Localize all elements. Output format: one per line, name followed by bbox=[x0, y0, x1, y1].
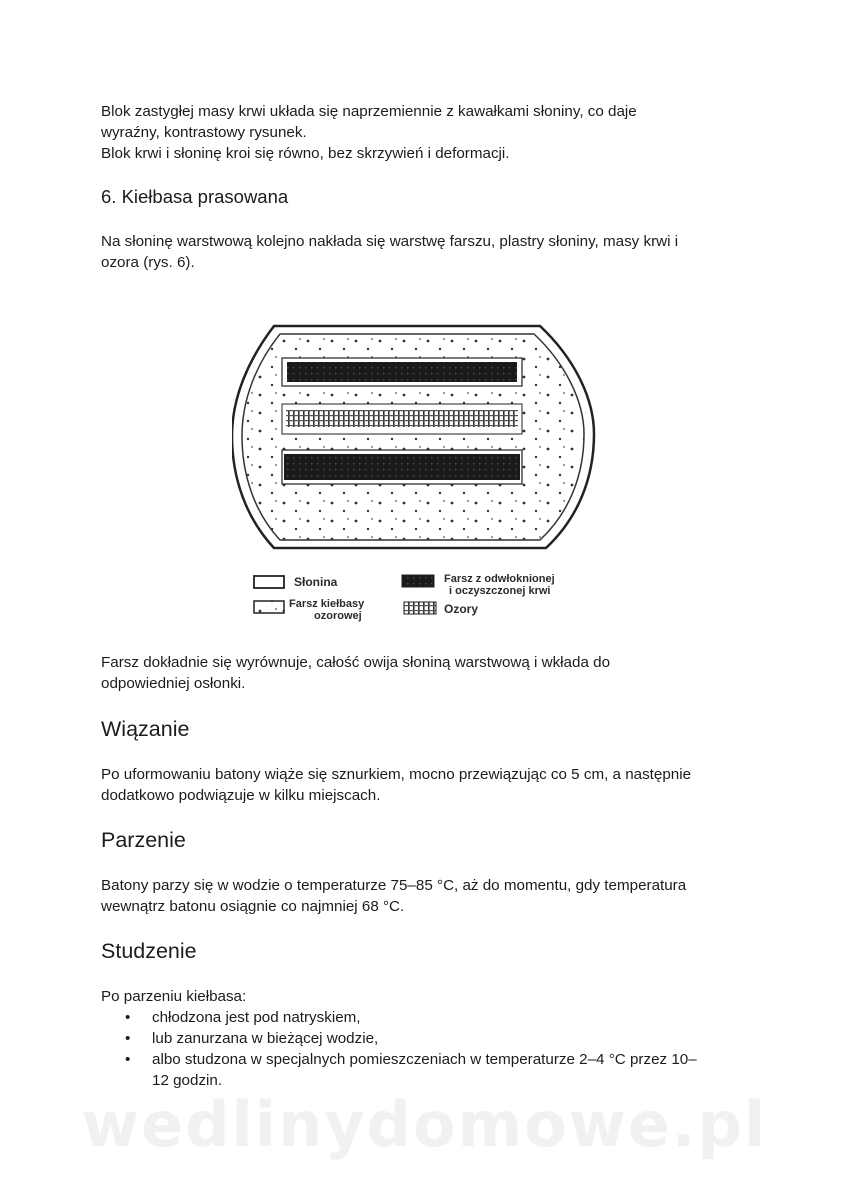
paragraph-tying bbox=[101, 764, 751, 806]
text-line: wewnątrz batonu osiągnie co najmniej 68 °C. bbox=[101, 898, 405, 915]
text-line: wyraźny, kontrastowy rysunek. bbox=[101, 124, 307, 141]
legend-label-farsz-kielbasy-2: ozorowej bbox=[314, 610, 362, 622]
legend-label-farsz-krew-2: i oczyszczonej krwi bbox=[449, 585, 551, 597]
legend-swatch-farsz-kielbasy bbox=[254, 601, 284, 613]
legend-swatch-slonina bbox=[254, 576, 284, 588]
legend-label-farsz-kielbasy-1: Farsz kiełbasy bbox=[289, 598, 365, 610]
legend-swatch-ozory bbox=[404, 602, 436, 614]
blood-layer-top-fill bbox=[287, 362, 517, 382]
paragraph-leveling bbox=[101, 652, 751, 694]
paragraph-blood-block bbox=[101, 101, 751, 164]
paragraph-scalding bbox=[101, 875, 751, 917]
heading-wiazanie: Wiązanie bbox=[101, 717, 190, 741]
text-line: Blok zastygłej masy krwi układa się naprzemiennie z kawałkami słoniny, co daje bbox=[101, 103, 637, 120]
list-item: • lub zanurzana w bieżącej wodzie, bbox=[101, 1028, 751, 1049]
paragraph-layering bbox=[101, 231, 751, 273]
list-item: • albo studzona w specjalnych pomieszczeniach w temperaturze 2–4 °C przez 10– 12 godzin. bbox=[101, 1049, 751, 1091]
legend-swatch-farsz-krew bbox=[402, 575, 434, 587]
text-line: Blok krwi i słoninę kroi się równo, bez skrzywień i deformacji. bbox=[101, 145, 510, 162]
text-line: odpowiedniej osłonki. bbox=[101, 675, 246, 692]
tongue-layer-fill bbox=[286, 410, 518, 427]
legend-label-farsz-krew-1: Farsz z odwłoknionej bbox=[444, 573, 555, 585]
paragraph-cooling bbox=[101, 986, 751, 1091]
text-line: Po parzeniu kiełbasa: bbox=[101, 988, 247, 1005]
legend-label-slonina: Słonina bbox=[294, 575, 338, 589]
text-line: Farsz dokładnie się wyrównuje, całość owija słoniną warstwową i wkłada do bbox=[101, 654, 611, 671]
text-line: ozora (rys. 6). bbox=[101, 254, 195, 271]
watermark: wedlinydomowe.pl bbox=[81, 1088, 768, 1161]
text-line: Batony parzy się w wodzie o temperaturze 75–85 °C, aż do momentu, gdy temperatura bbox=[101, 877, 687, 894]
legend-label-ozory: Ozory bbox=[444, 602, 479, 616]
text-line: Na słoninę warstwową kolejno nakłada się warstwę farszu, plastry słoniny, masy krwi i bbox=[101, 233, 679, 250]
section-heading-6: 6. Kiełbasa prasowana bbox=[101, 186, 289, 207]
cooling-list bbox=[101, 1007, 751, 1091]
list-item: • chłodzona jest pod natryskiem, bbox=[101, 1007, 751, 1028]
text-line: Po uformowaniu batony wiąże się sznurkiem, mocno przewiązując co 5 cm, a następnie bbox=[101, 766, 692, 783]
heading-parzenie: Parzenie bbox=[101, 828, 186, 852]
blood-layer-bottom-fill bbox=[284, 454, 520, 480]
text-line: dodatkowo podwiązuje w kilku miejscach. bbox=[101, 787, 381, 804]
heading-studzenie: Studzenie bbox=[101, 939, 197, 963]
cross-section-diagram bbox=[232, 318, 622, 630]
